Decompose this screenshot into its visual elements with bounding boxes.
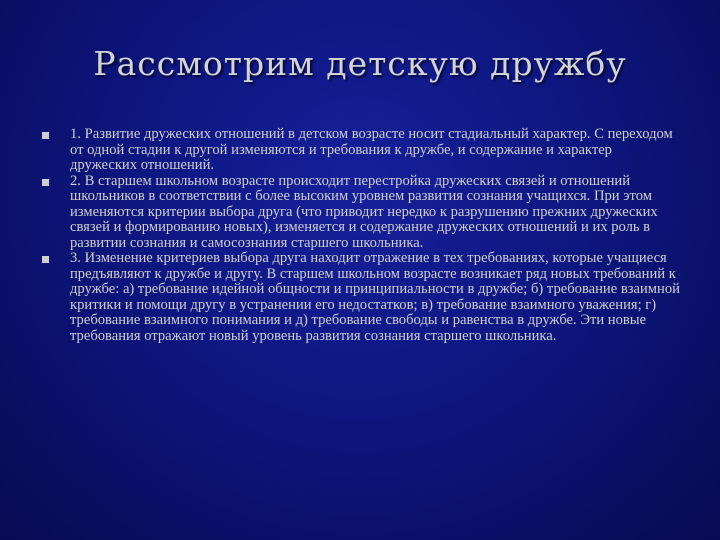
square-bullet-icon [42,179,49,186]
list-item-text: 2. В старшем школьном возрасте происходит перестройка дружеских связей и отношений школьников в соответствии с более высоким уровнем развития сознания учащихся. При этом изменяются критерии выбора друга (что приводит нередко к разрушению прежних дружеских связей и формированию новых), изменяется и содержание дружеских отношений и их роль в развитии сознания и самосознания старшего школьника. [70,172,658,251]
square-bullet-icon [42,132,49,139]
list-item [42,174,682,252]
list-item-text: 3. Изменение критериев выбора друга находит отражение в тех требованиях, которые учащиеся предъявляют к дружбе и другу. В старшем школьном возрасте возникает ряд новых требований к дружбе: а) требование идейной общности и принципиальности в дружбе; б) требование взаимной критики и помощи другу в устранении его недостатков; в) требование взаимного уважения; г) требование взаимного понимания и д) требование свободы и равенства в дружбе. Эти новые требования отражают новый уровень развития сознания старшего школьника. [70,250,680,344]
slide-title: Рассмотрим детскую дружбу [93,44,627,83]
square-bullet-icon [42,256,49,263]
list-item [42,127,682,174]
bullet-list [42,127,682,344]
list-item [42,251,682,344]
list-item-text: 1. Развитие дружеских отношений в детском возрасте носит стадиальный характер. С переходом от одной стадии к другой изменяются и требования к дружбе, и содержание и характер дружеских отношений. [70,126,673,173]
